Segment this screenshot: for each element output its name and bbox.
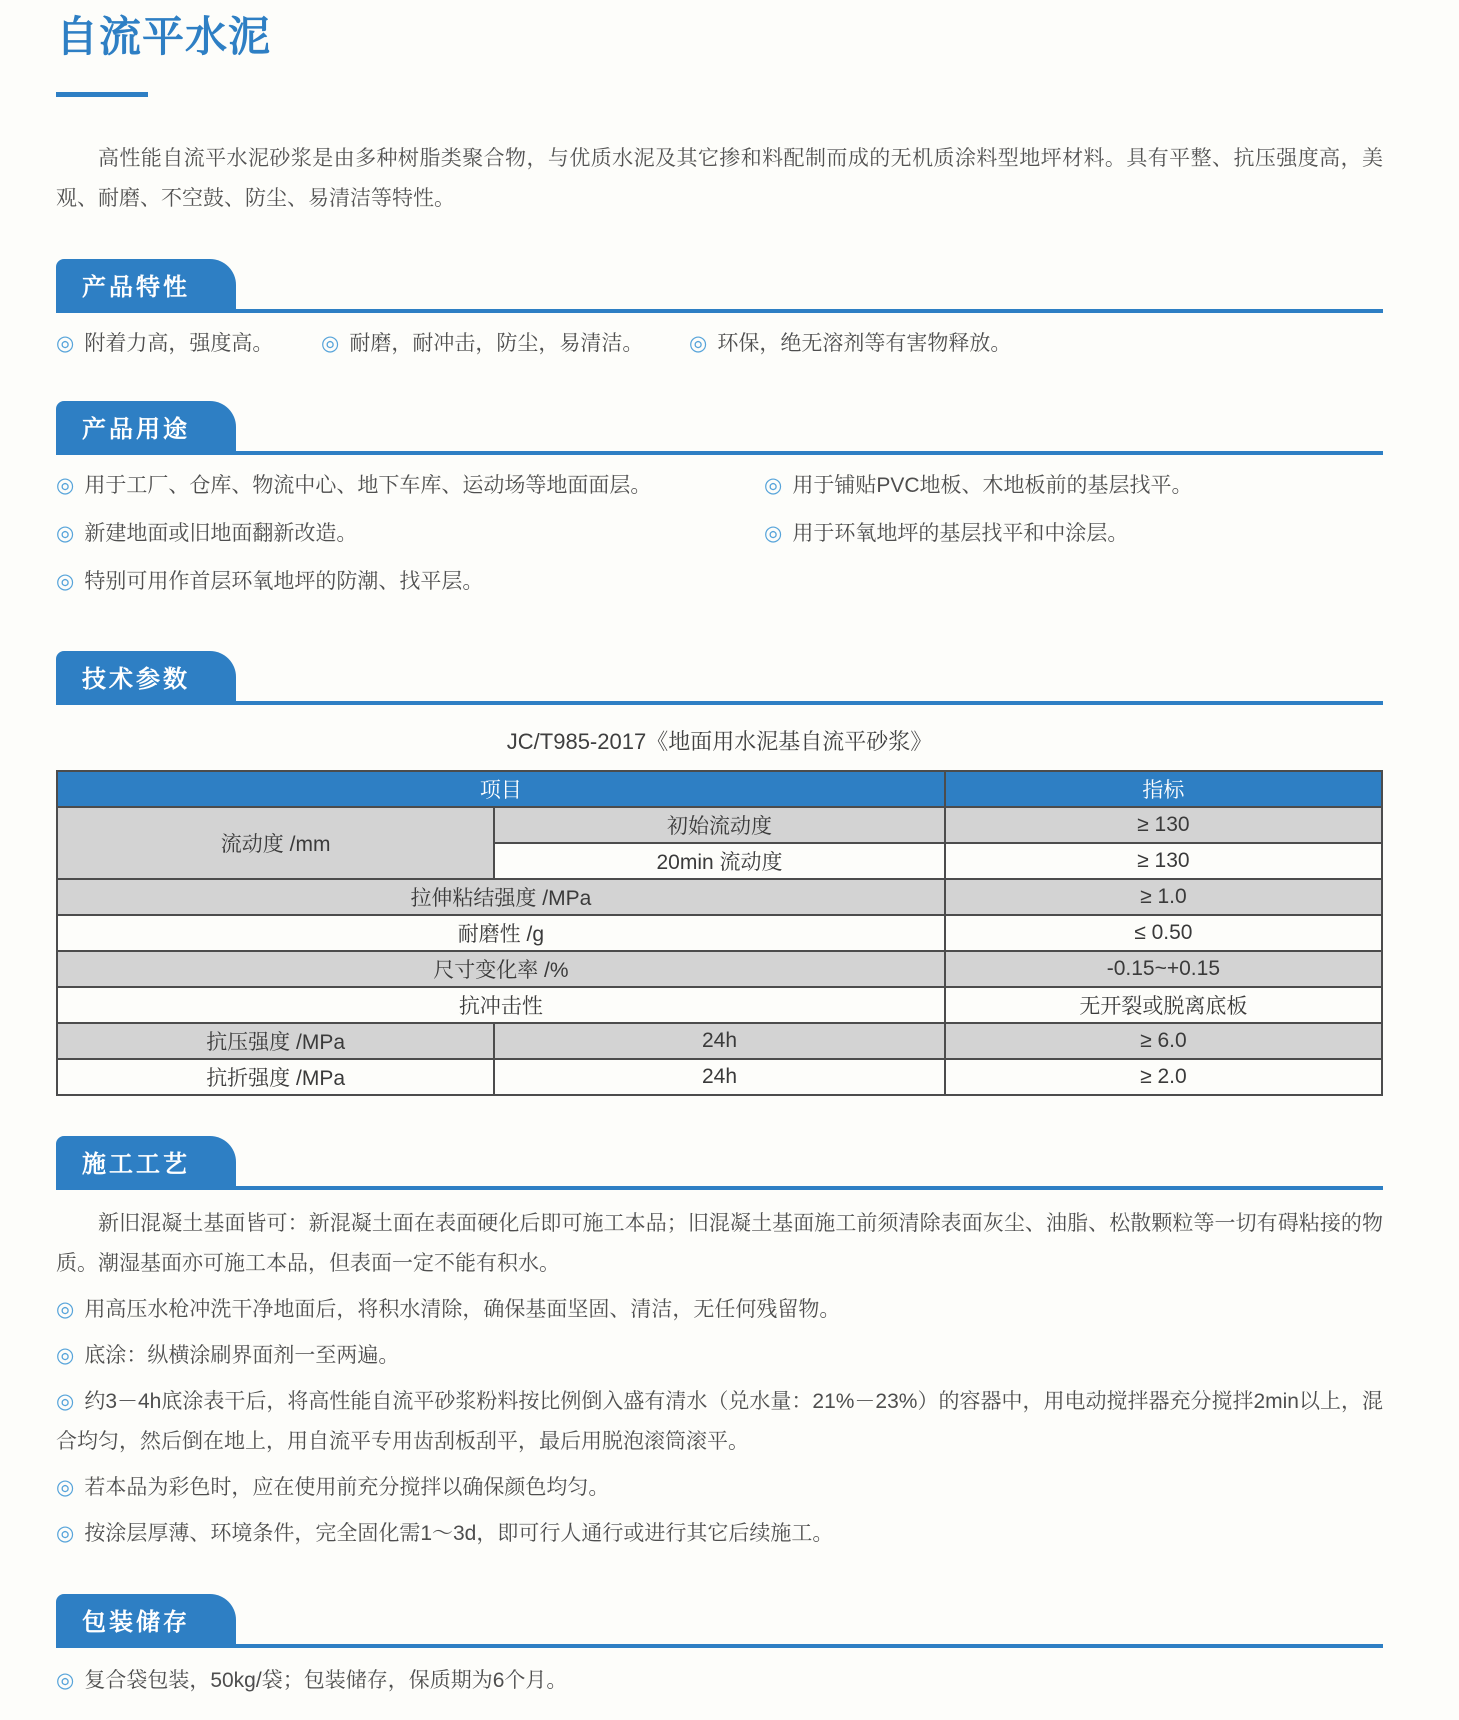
features-section-title: 产品特性 [56, 259, 236, 309]
bullet-icon: ◎ [764, 522, 783, 546]
intro-paragraph: 高性能自流平水泥砂浆是由多种树脂类聚合物，与优质水泥及其它掺和料配制而成的无机质涂料型地坪材料。具有平整、抗压强度高，美观、耐磨、不空鼓、防尘、易清洁等特性。 [56, 147, 1383, 211]
packaging-header-bar [56, 1594, 1383, 1648]
process-header-bar [56, 1136, 1383, 1190]
spec-value: ≥ 130 [945, 843, 1382, 879]
spec-value: ≥ 130 [945, 807, 1382, 843]
specs-table [56, 770, 1383, 1096]
specs-section-title: 技术参数 [56, 651, 236, 701]
spec-value: ≥ 1.0 [945, 879, 1382, 915]
feature-text: 附着力高，强度高。 [84, 332, 274, 356]
bullet-icon: ◎ [56, 332, 75, 356]
use-text: 用于环氧地坪的基层找平和中涂层。 [792, 522, 1129, 546]
use-text: 特别可用作首层环氧地坪的防潮、找平层。 [84, 570, 484, 594]
spec-sub-item: 24h [494, 1059, 945, 1095]
spec-value: -0.15~+0.15 [945, 951, 1382, 987]
spec-sub-item: 24h [494, 1023, 945, 1059]
spec-sub-item: 初始流动度 [494, 807, 945, 843]
spec-value: 无开裂或脱离底板 [945, 987, 1382, 1023]
bullet-icon: ◎ [56, 570, 75, 594]
table-caption: JC/T985-2017《地面用水泥基自流平砂浆》 [506, 729, 933, 755]
title-block [56, 14, 1383, 97]
bullet-icon: ◎ [56, 1522, 75, 1546]
spec-item: 抗压强度 /MPa [57, 1023, 494, 1059]
table-row [57, 987, 1382, 1023]
bullet-icon: ◎ [56, 1298, 75, 1322]
section-uses [56, 401, 1383, 611]
bullet-icon: ◎ [56, 522, 75, 546]
spec-sub-item: 20min 流动度 [494, 843, 945, 879]
packaging-list [56, 1662, 1383, 1700]
spec-item: 拉伸粘结强度 /MPa [57, 879, 945, 915]
process-step-text: 按涂层厚薄、环境条件，完全固化需1～3d，即可行人通行或进行其它后续施工。 [84, 1522, 834, 1546]
bullet-icon: ◎ [321, 332, 340, 356]
spec-value: ≥ 6.0 [945, 1023, 1382, 1059]
list-item [56, 1336, 1383, 1376]
list-item [56, 1290, 1383, 1330]
use-text: 新建地面或旧地面翻新改造。 [84, 522, 358, 546]
section-packaging [56, 1594, 1383, 1700]
uses-section-title: 产品用途 [56, 401, 236, 451]
column-header-item: 项目 [57, 771, 945, 807]
list-item [56, 1468, 1383, 1508]
table-header-row [57, 771, 1382, 807]
bullet-icon: ◎ [56, 1669, 75, 1693]
list-item [56, 1662, 1383, 1700]
uses-left-column [56, 467, 764, 611]
list-item [321, 327, 689, 361]
process-step-text: 用高压水枪冲洗干净地面后，将积水清除，确保基面坚固、清洁，无任何残留物。 [84, 1298, 841, 1322]
section-process [56, 1136, 1383, 1554]
spec-item: 流动度 /mm [57, 807, 494, 879]
bullet-icon: ◎ [56, 474, 75, 498]
uses-header-bar [56, 401, 1383, 455]
process-step-text: 约3－4h底涂表干后，将高性能自流平砂浆粉料按比例倒入盛有清水（兑水量：21%－23%）的容器中，用电动搅拌器充分搅拌2min以上，混合均匀，然后倒在地上，用自流平专用齿刮板刮平，最后用脱泡滚筒滚平。 [56, 1390, 1383, 1454]
list-item [764, 467, 1383, 505]
title-underline [56, 92, 148, 97]
bullet-icon: ◎ [764, 474, 783, 498]
process-list [56, 1290, 1383, 1554]
list-item [56, 467, 764, 505]
document-page [56, 14, 1383, 1700]
table-row [57, 1059, 1382, 1095]
table-row [57, 879, 1382, 915]
packaging-text: 复合袋包装，50kg/袋；包装储存，保质期为6个月。 [84, 1669, 568, 1693]
list-item [56, 1382, 1383, 1462]
process-step-text: 底涂：纵横涂刷界面剂一至两遍。 [84, 1344, 400, 1368]
section-specs [56, 651, 1383, 1096]
table-row [57, 1023, 1382, 1059]
spec-value: ≥ 2.0 [945, 1059, 1382, 1095]
list-item [689, 327, 1011, 361]
column-header-index: 指标 [945, 771, 1382, 807]
uses-list [56, 467, 1383, 611]
table-row [57, 951, 1382, 987]
list-item [56, 327, 321, 361]
spec-item: 抗折强度 /MPa [57, 1059, 494, 1095]
features-header-bar [56, 259, 1383, 313]
spec-item: 抗冲击性 [57, 987, 945, 1023]
section-features [56, 259, 1383, 361]
use-text: 用于铺贴PVC地板、木地板前的基层找平。 [792, 474, 1193, 498]
list-item [56, 563, 764, 601]
packaging-section-title: 包装储存 [56, 1594, 236, 1644]
bullet-icon: ◎ [56, 1344, 75, 1368]
list-item [764, 515, 1383, 553]
table-row [57, 915, 1382, 951]
uses-right-column [764, 467, 1383, 611]
bullet-icon: ◎ [56, 1390, 75, 1414]
features-list [56, 327, 1383, 361]
bullet-icon: ◎ [56, 1476, 75, 1500]
spec-item: 尺寸变化率 /% [57, 951, 945, 987]
use-text: 用于工厂、仓库、物流中心、地下车库、运动场等地面面层。 [84, 474, 652, 498]
list-item [56, 515, 764, 553]
process-step-text: 若本品为彩色时，应在使用前充分搅拌以确保颜色均匀。 [84, 1476, 610, 1500]
feature-text: 耐磨，耐冲击，防尘，易清洁。 [349, 332, 644, 356]
feature-text: 环保，绝无溶剂等有害物释放。 [717, 332, 1012, 356]
bullet-icon: ◎ [689, 332, 708, 356]
spec-value: ≤ 0.50 [945, 915, 1382, 951]
page-title: 自流平水泥 [56, 13, 272, 60]
specs-header-bar [56, 651, 1383, 705]
list-item [56, 1514, 1383, 1554]
process-paragraph: 新旧混凝土基面皆可：新混凝土面在表面硬化后即可施工本品；旧混凝土基面施工前须清除表面灰尘、油脂、松散颗粒等一切有碍粘接的物质。潮湿基面亦可施工本品，但表面一定不能有积水。 [56, 1212, 1383, 1276]
process-section-title: 施工工艺 [56, 1136, 236, 1186]
table-row [57, 807, 1382, 843]
spec-item: 耐磨性 /g [57, 915, 945, 951]
